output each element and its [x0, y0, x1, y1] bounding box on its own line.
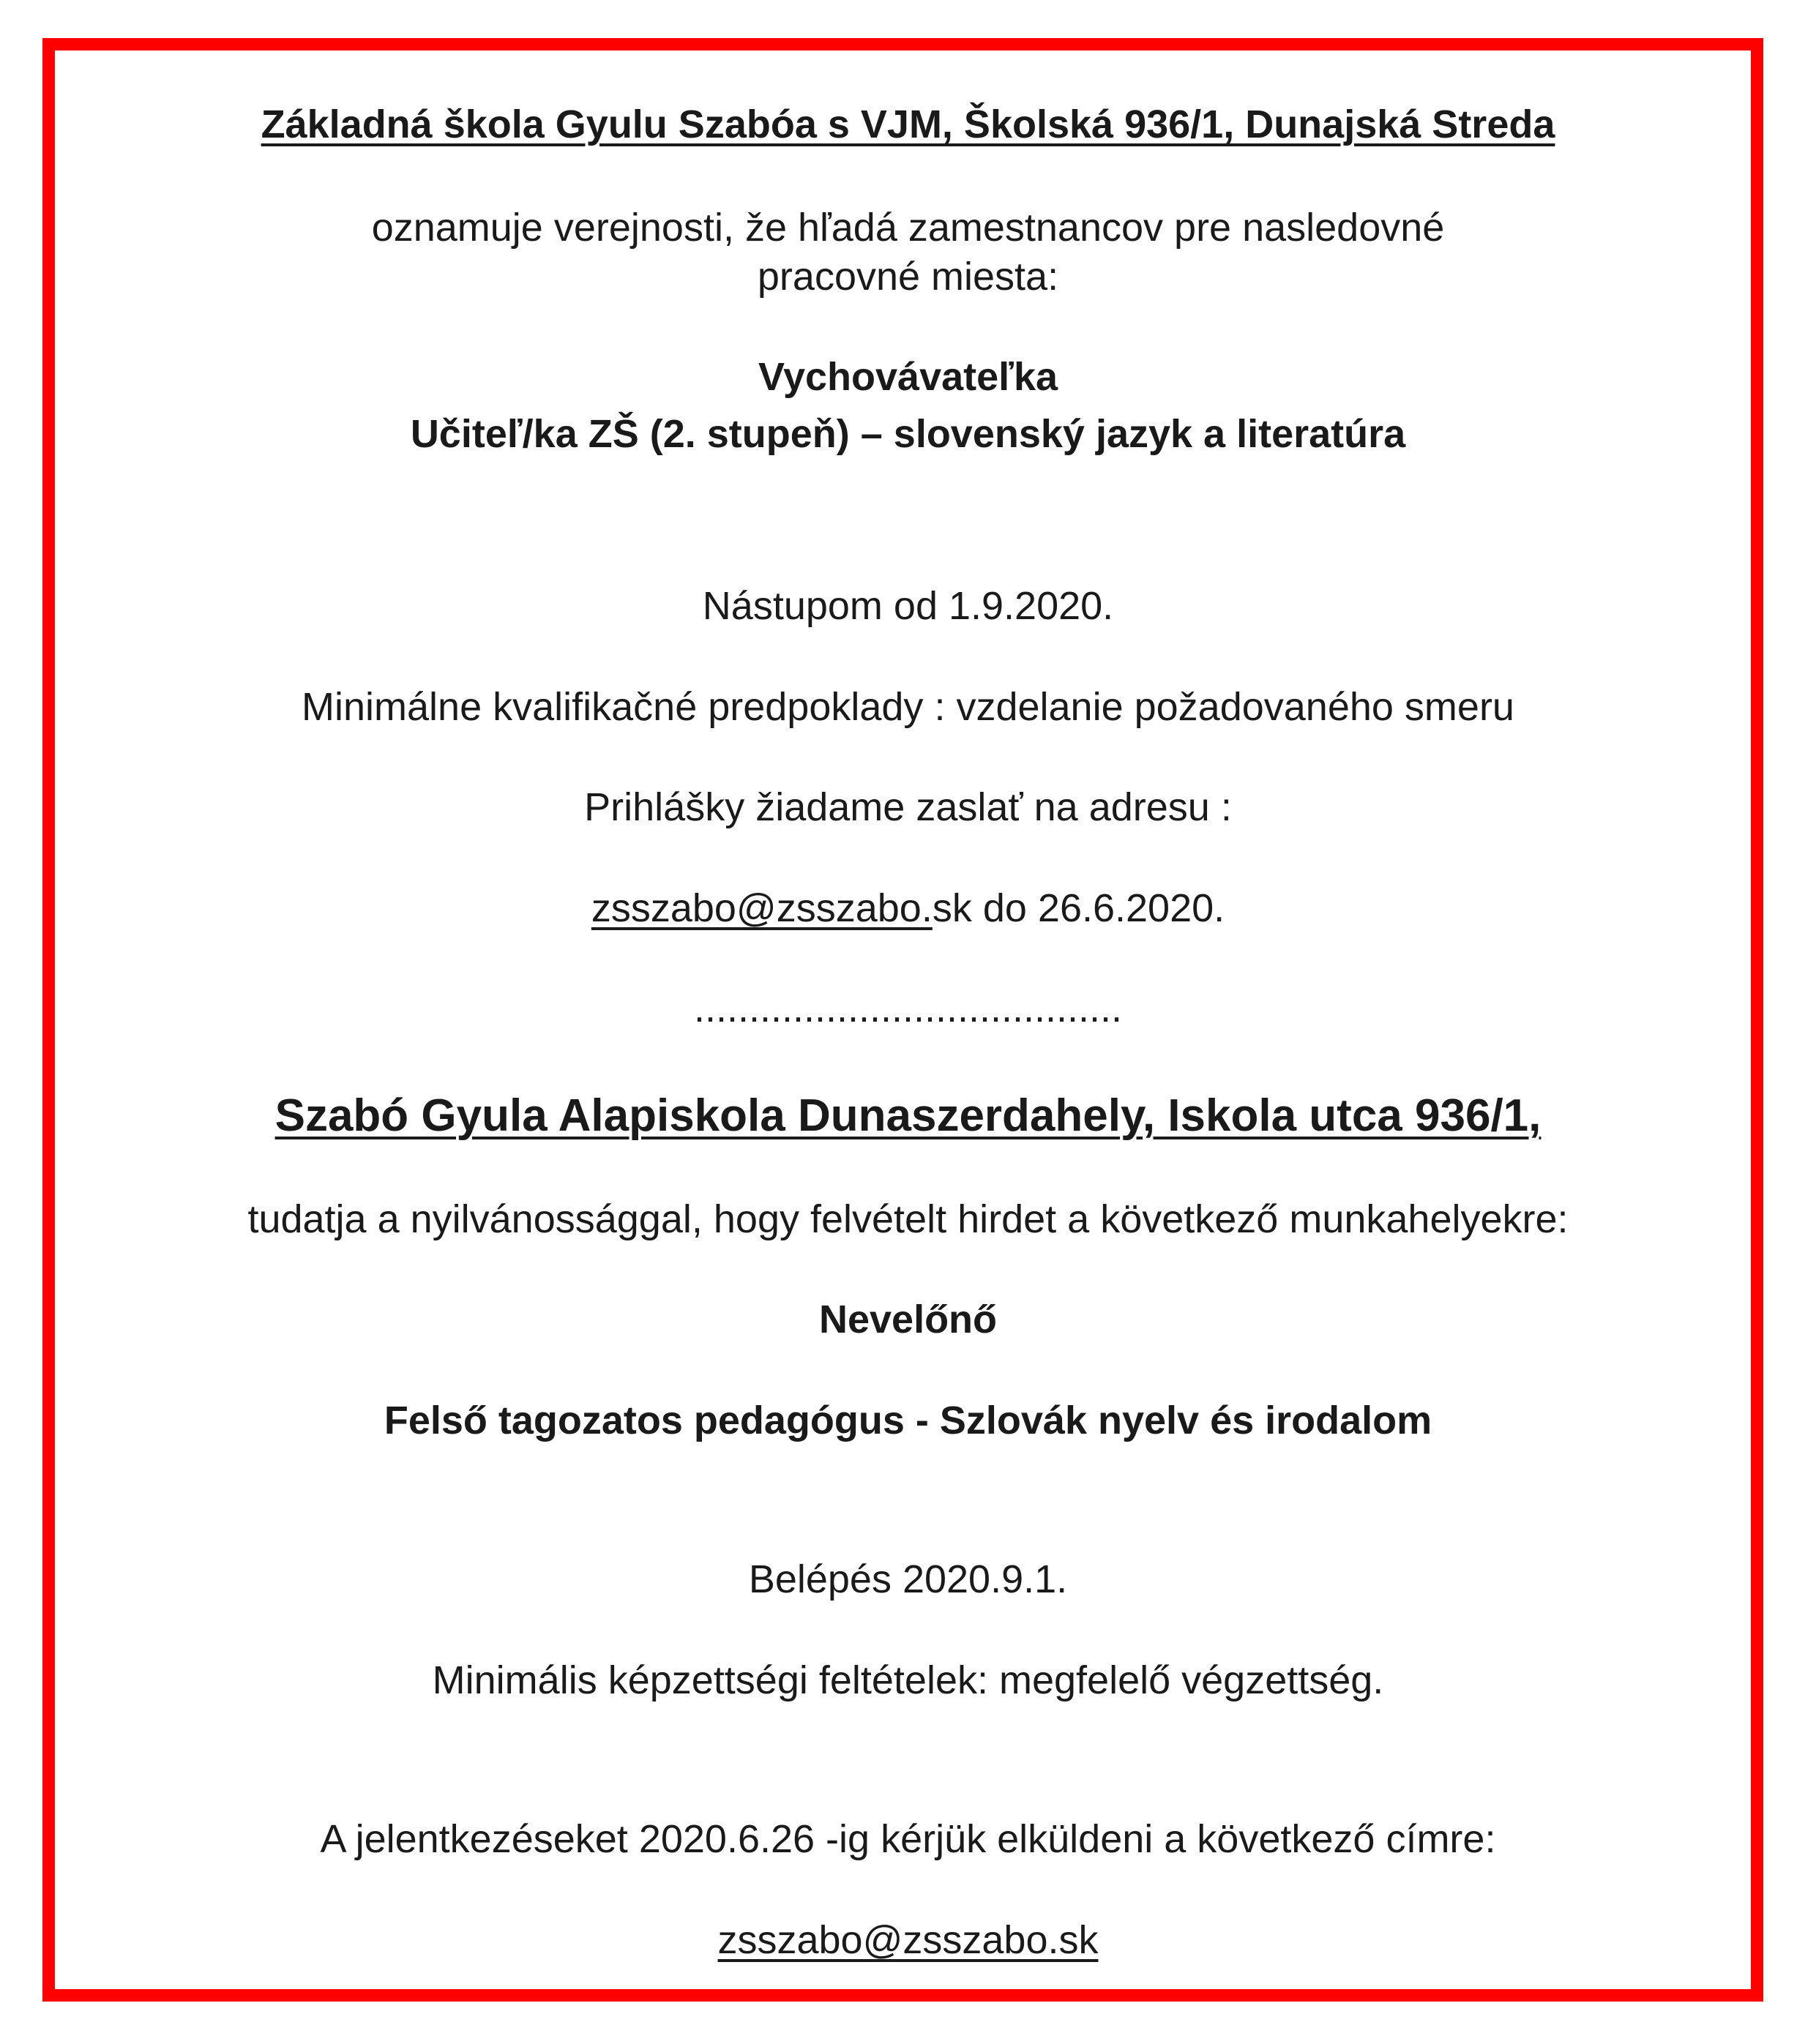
- hu-qualification: Minimális képzettségi feltételek: megfelelő végzettség.: [432, 1658, 1384, 1702]
- hu-intro: tudatja a nyilvánossággal, hogy felvételt hirdet a következő munkahelyekre:: [247, 1197, 1569, 1241]
- hu-start-date: Belépés 2020.9.1.: [748, 1557, 1068, 1601]
- hu-position-1: Nevelőnő: [818, 1298, 998, 1341]
- hu-email-link[interactable]: zsszabo@zsszabo.sk: [717, 1918, 1099, 1962]
- sk-position-1: Vychovávateľka: [758, 355, 1058, 399]
- hu-apply: A jelentkezéseket 2020.6.26 -ig kérjük elküldeni a következő címre:: [320, 1817, 1496, 1861]
- sk-email-line: [0, 884, 1816, 932]
- sk-heading: Základná škola Gyulu Szabóa s VJM, Školská 936/1, Dunajská Streda: [261, 102, 1555, 146]
- hu-position-2: Felső tagozatos pedagógus - Szlovák nyelv és irodalom: [384, 1399, 1432, 1442]
- hu-email-line: [0, 1916, 1816, 1964]
- sk-qualification: Minimálne kvalifikačné predpoklady : vzdelanie požadovaného smeru: [302, 685, 1514, 729]
- sk-intro-line2: pracovné miesta:: [757, 255, 1059, 299]
- hu-heading: Szabó Gyula Alapiskola Dunaszerdahely, Iskola utca 936/1,: [274, 1090, 1542, 1141]
- sk-apply: Prihlášky žiadame zaslať na adresu :: [584, 785, 1232, 829]
- sk-email-deadline: sk do 26.6.2020.: [932, 886, 1225, 930]
- separator-dots: .......................................: [693, 987, 1123, 1030]
- sk-position-2: Učiteľ/ka ZŠ (2. stupeň) – slovenský jazyk a literatúra: [410, 412, 1406, 456]
- sk-intro-line1: oznamuje verejnosti, že hľadá zamestnancov pre nasledovné: [371, 206, 1445, 250]
- sk-start-date: Nástupom od 1.9.2020.: [702, 584, 1114, 628]
- sk-email-link[interactable]: zsszabo@zsszabo.: [591, 886, 933, 930]
